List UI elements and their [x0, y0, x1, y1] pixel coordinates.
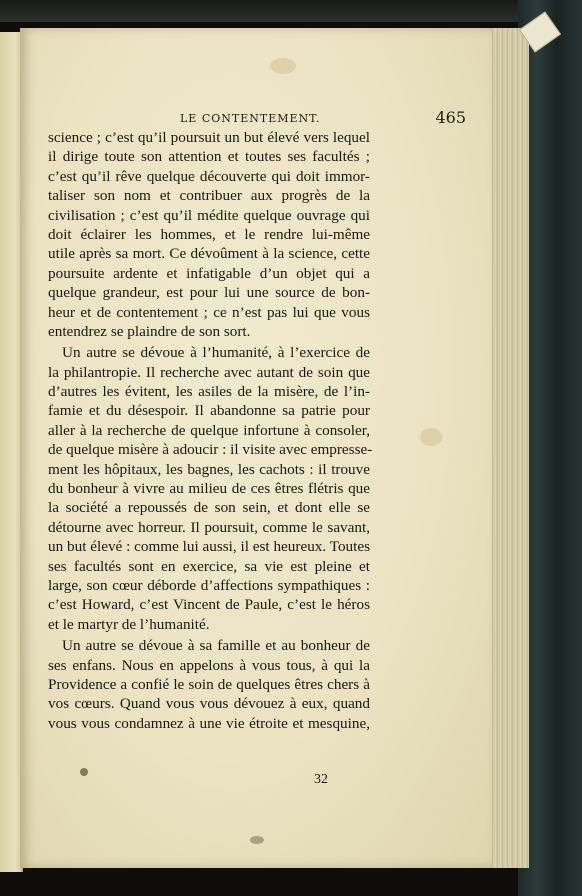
text-line: ment les hôpitaux, les bagnes, les cachots : il trouve — [48, 460, 370, 478]
text-line: entendrez se plaindre de son sort. — [48, 322, 251, 340]
text-line: famie et du désespoir. Il abandonne sa patrie pour — [48, 402, 370, 420]
text-line: un but élevé : comme lui aussi, il est heureux. Toutes — [48, 538, 370, 556]
text-line: Un autre se dévoue à sa famille et au bonheur de — [62, 637, 370, 655]
text-line: de quelque misère à adoucir : il visite avec empresse- — [48, 441, 373, 459]
text-line: vos cœurs. Quand vous vous dévouez à eux, quand — [48, 695, 370, 713]
text-line: d’autres les évitent, les asiles de la misère, de l’in- — [48, 383, 370, 401]
text-line: la philantropie. Il recherche avec autant de soin que — [48, 363, 370, 381]
text-line: Providence a confié le soin de quelques êtres chers à — [48, 675, 370, 693]
foxing-spot — [250, 836, 264, 844]
text-line: vous vous condamnez à une vie étroite et mesquine, — [48, 714, 370, 732]
text-line: c’est qu’il rêve quelque découverte qui doit immor- — [48, 167, 370, 185]
text-line: c’est Howard, c’est Vincent de Paule, c’est le héros — [48, 596, 370, 614]
page-text — [48, 128, 373, 733]
text-line: taliser son nom et contribuer aux progrès de la — [48, 187, 370, 205]
signature-mark: 32 — [314, 772, 328, 787]
text-line: il dirige toute son attention et toutes ses facultés ; — [48, 148, 370, 166]
text-line: utile après sa mort. Ce dévoûment à la science, cette — [48, 245, 370, 263]
paragraph-3 — [48, 636, 370, 733]
cover-board-top — [0, 0, 582, 22]
text-line: large, son cœur déborde d’affections sympathiques : — [48, 576, 370, 594]
text-line: ses enfans. Nous en appelons à vous tous, à qui la — [48, 656, 370, 674]
foxing-spot — [270, 58, 296, 74]
text-line: et le martyr de l’humanité. — [48, 615, 210, 633]
page-number: 465 — [435, 108, 466, 127]
running-title: LE CONTENTEMENT. — [180, 112, 321, 125]
text-line: quelque grandeur, est pour lui une source de bon- — [48, 284, 370, 302]
page-block-edge — [488, 28, 529, 868]
text-line: détourne avec horreur. Il poursuit, comme le savant, — [48, 518, 370, 536]
text-line: ses facultés sont en exercice, sa vie est pleine et — [48, 557, 370, 575]
text-line: civilisation ; c’est qu’il médite quelque ouvrage qui — [48, 206, 370, 224]
text-line: aller à la recherche de quelque infortune à consoler, — [48, 421, 370, 439]
paragraph-2 — [48, 343, 373, 634]
foxing-spot — [420, 428, 442, 446]
text-line: Un autre se dévoue à l’humanité, à l’exercice de — [62, 344, 370, 362]
paragraph-1 — [48, 128, 370, 341]
text-line: doit éclairer les hommes, et le rendre lui-même — [48, 225, 370, 243]
book-page — [20, 28, 492, 868]
text-line: science ; c’est qu’il poursuit un but élevé vers lequel — [48, 129, 370, 146]
text-line: la société a repoussés de son sein, et dont elle se — [48, 499, 370, 517]
text-line: du bonheur à vivre au milieu de ces êtres flétris que — [48, 480, 370, 498]
foxing-spot — [80, 768, 88, 776]
text-line: poursuite ardente et infatigable d’un objet qui a — [48, 264, 370, 282]
running-header — [50, 110, 474, 130]
text-line: heur et de contentement ; ce n’est pas lui que vous — [48, 303, 370, 321]
